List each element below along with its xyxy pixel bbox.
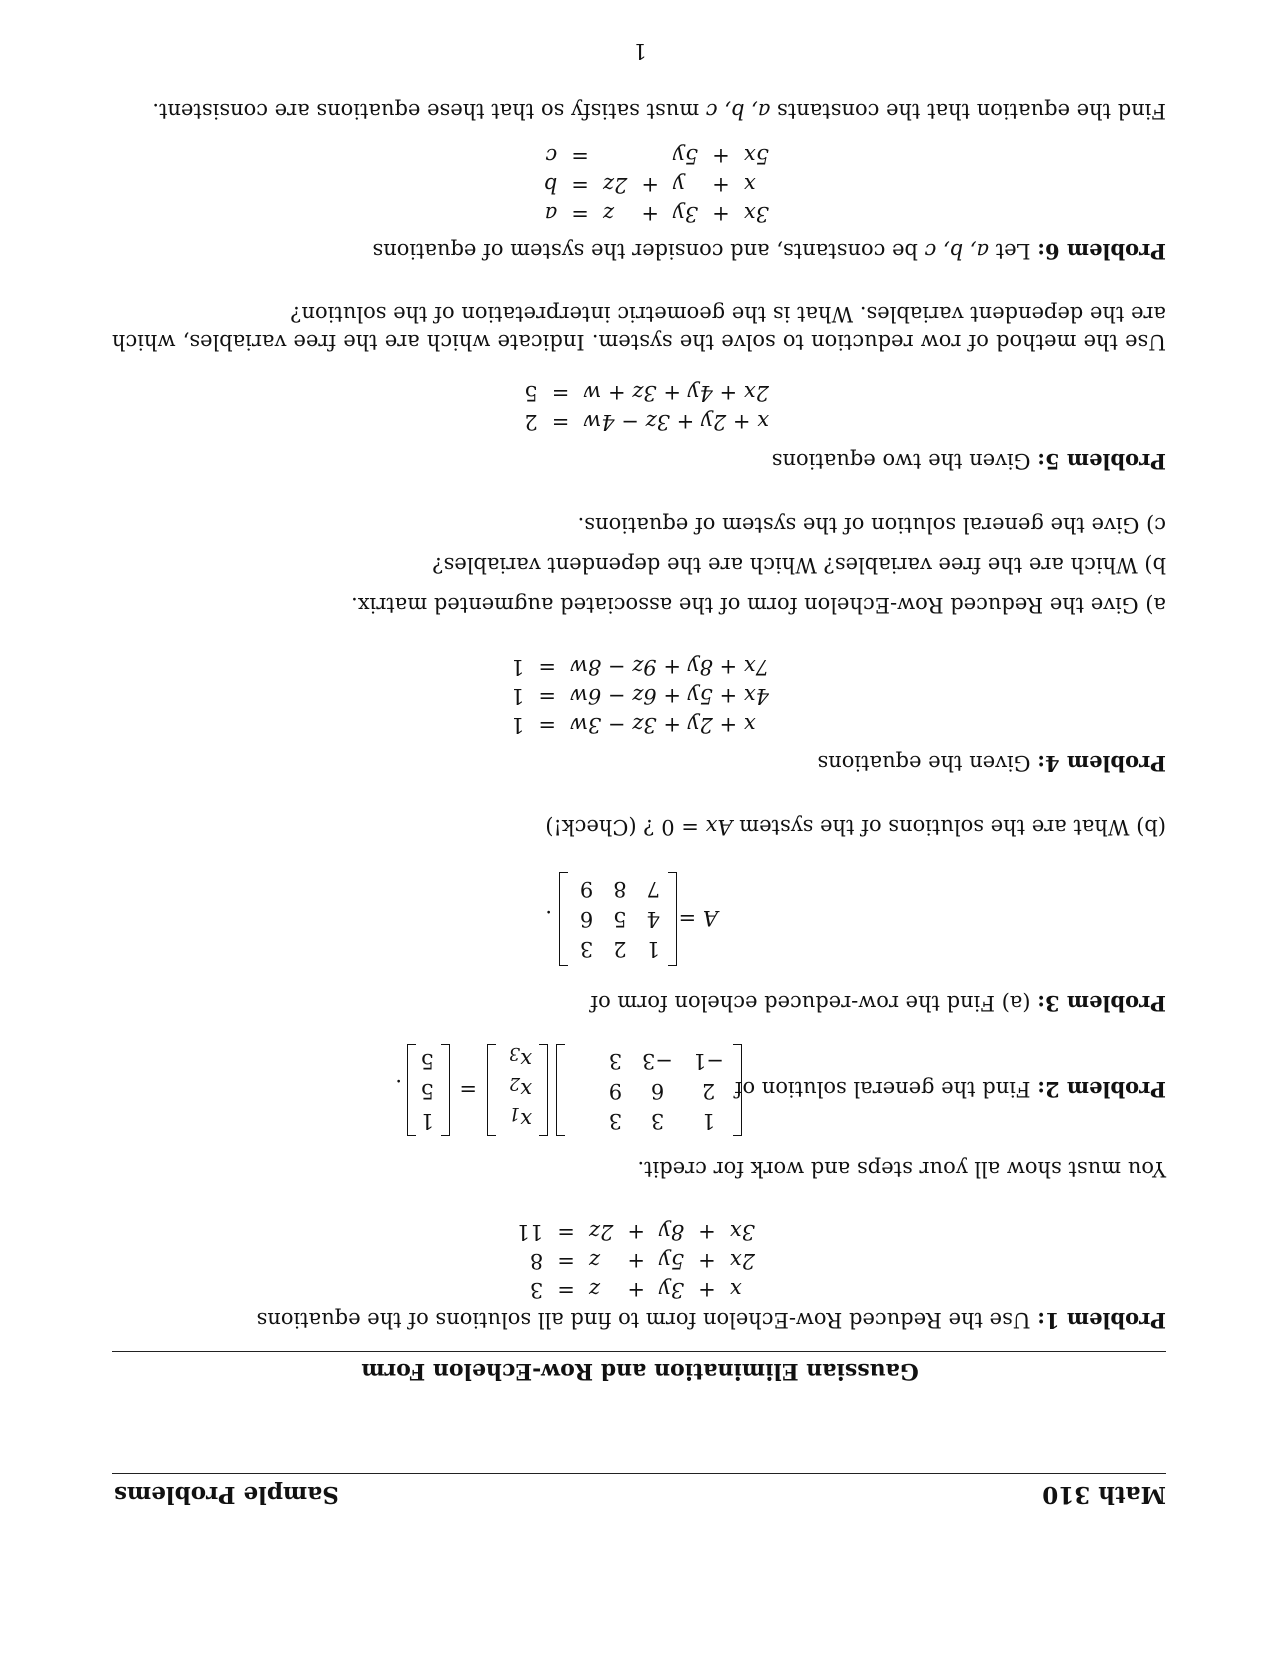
problem-6-equations [537,141,776,228]
right-bracket [559,872,568,966]
equation-row: 5x + 5y = c [545,143,769,168]
period: . [395,1075,402,1099]
problem-4-part-c: c) Give the general solution of the system of equations. [577,513,1166,537]
page-number: 1 [633,39,647,63]
problem-3-part-b: (b) What are the solutions of the system Ax = 0 ? (Check!) [545,815,1166,839]
left-bracket [539,1044,548,1136]
problem-4-statement: Problem 4: Given the equations [817,751,1166,776]
left-bracket [733,1044,742,1136]
problem-2-rhs: 1 5 5 [420,1049,434,1134]
right-bracket [556,1044,565,1136]
course-title: Math 310 [1042,1481,1166,1508]
problem-2-statement: Problem 2: Find the general solution of [734,1077,1166,1102]
problem-3-matrix: 1 2 3 4 5 6 7 8 9 [579,877,660,962]
right-bracket [487,1044,496,1136]
problem-4-equations [504,652,776,739]
problem-3-statement: Problem 3: (a) Find the row-reduced echelon form of [590,991,1166,1016]
right-bracket [407,1044,416,1136]
equation-row: 2x + 4y + 3z + w = 5 [524,380,769,405]
problem-5-equations [517,378,776,436]
page-title: Gaussian Elimination and Row-Echelon Form [361,1358,919,1384]
equation-row: x + y + 2z = b [543,172,756,197]
problem-4-part-b: b) Which are the free variables? Which are the dependent variables? [432,553,1166,577]
header-rule [112,1473,1166,1474]
problem-1-statement: Problem 1: Use the Reduced Row-Echelon form to find all solutions of the equations [256,1308,1166,1333]
equals-sign: = [459,1077,477,1101]
variable-x1: $x_1$ [509,1102,532,1132]
title-rule [112,1351,1166,1352]
problem-4-part-a: a) Give the Reduced Row-Echelon form of the associated augmented matrix. [351,593,1166,617]
doc-type: Sample Problems [114,1481,339,1508]
problem-2-matrix: 1 3 3 2 6 9 −1 −3 3 [608,1049,724,1134]
variable-x3: $x_3$ [509,1042,532,1072]
equation-row: x + 2y + 3z − 4w = 2 [524,409,769,434]
equation-row: 4x + 5y + 6z − 6w = 1 [510,683,769,708]
problem-5-instructions: Use the method of row reduction to solve the system. Indicate which are the free variables, which are the dependent variables. What is the geometric interpretation of the solution? [112,302,1166,354]
problem-5-statement: Problem 5: Given the two equations [771,449,1166,474]
problem-1-note: You must show all your steps and work for credit. [637,1157,1166,1181]
problem-6-instructions: Find the equation that the constants a, b, c must satisfy so that these equations are consistent. [152,99,1166,123]
equation-row: 3x + 3y + z = a [544,201,769,226]
problem-6-statement: Problem 6: Let a, b, c be constants, and consider the system of equations [372,239,1166,264]
equation-row: 7x + 8y + 9z − 8w = 1 [510,654,769,679]
equation-row: 2x + 5y + z = 8 [529,1248,755,1273]
problem-1-equations [510,1217,762,1304]
period: . [545,906,552,930]
equation-row: x + 2y + 3z − 3w = 1 [510,712,756,737]
equation-row: x + 3y + z = 3 [529,1277,742,1302]
variable-x2: $x_2$ [509,1072,532,1102]
matrix-a-label: A = [678,906,718,930]
equation-row: 3x + 8y + 2z = 11 [516,1219,755,1244]
